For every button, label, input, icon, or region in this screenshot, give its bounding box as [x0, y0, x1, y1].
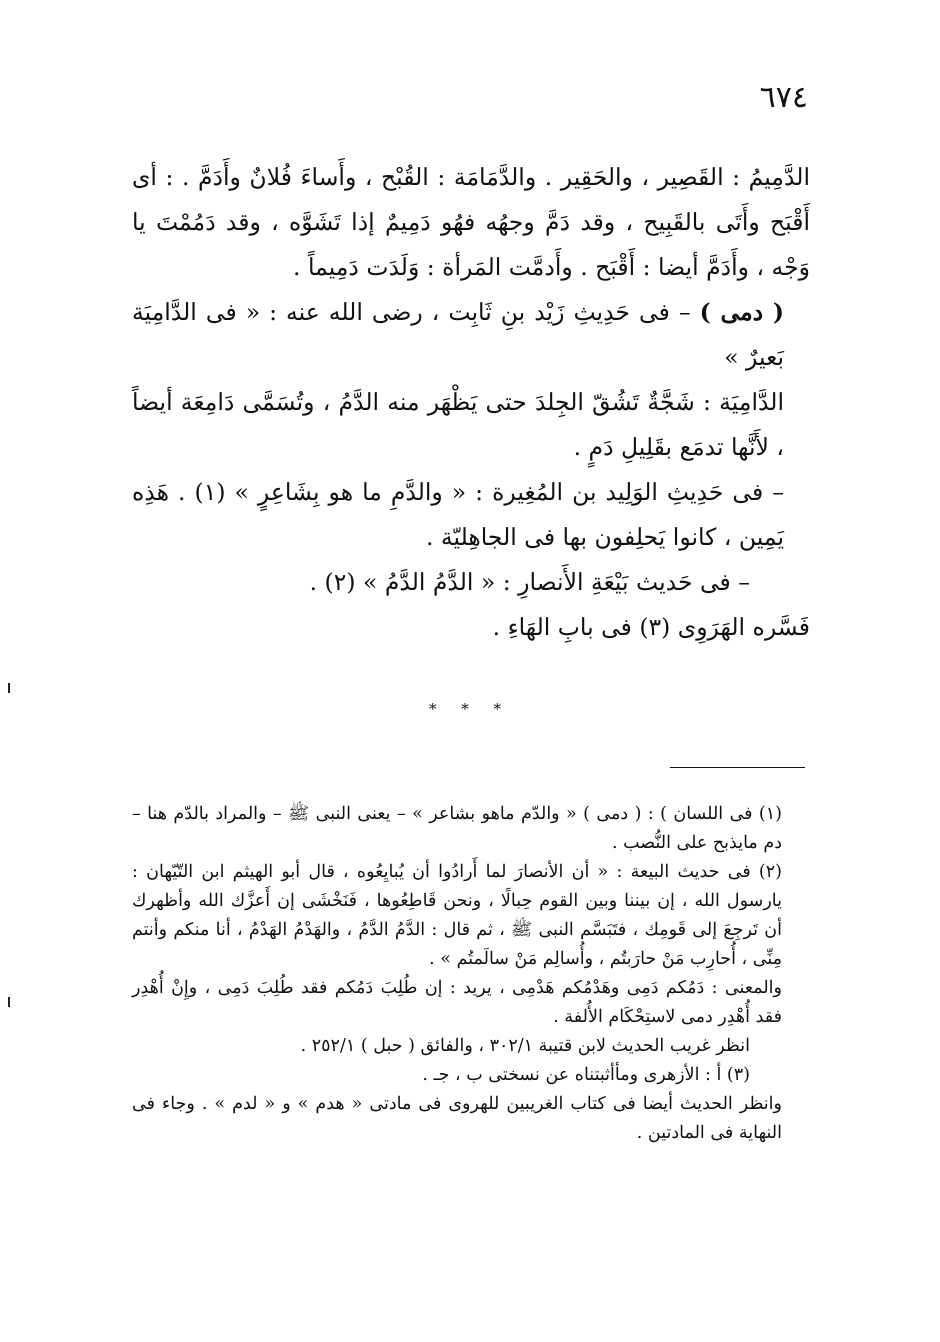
footnote-2-meaning: والمعنى : دَمُكم دَمِى وهَدْمُكم هَدْمِى ، يريد : إن طُلِبَ دَمُكم فقد طُلِبَ دَمِى ، وإِنْ أُهْدِر فقد أُهْدِر دمى لاستِحْكَام الأُلفة .	[132, 978, 782, 1027]
footnotes	[132, 800, 810, 1148]
footnote-rule	[670, 767, 805, 768]
paragraph-ansar-hadith: – فى حَديث بَيْعَةِ الأَنصارِ : « الدَّمُ الدَّمُ » (٢) .	[309, 568, 750, 596]
entry-hadith: – فى حَدِيثِ زَيْد بنِ ثَابِت ، رضى الله عنه : « فى الدَّامِيَة بَعيرٌ »	[132, 298, 784, 371]
entry-headword: ( دمى )	[699, 298, 784, 326]
paragraph-harawi: فَسَّره الهَرَوِى (٣) فى بابِ الهَاءِ .	[492, 613, 810, 641]
paragraph-damiya: الدَّامِيَة : شَجَّةٌ تَشُقّ الجِلدَ حتى يَظْهَر منه الدَّمُ ، وتُسَمَّى دَامِعَة أيضاً ، لأَنَّها تدمَع بقَلِيلِ دَمٍ .	[132, 388, 784, 461]
paragraph-walid-hadith: – فى حَدِيثِ الوَلِيد بن المُغِيرة : « والدَّمِ ما هو بِشَاعِرٍ » (١) . هَذِه يَمِين ، كانوا يَحلِفون بها فى الجاهِليّة .	[132, 478, 784, 551]
paragraph-dammim: الدَّمِيمُ : القَصِير ، والحَقِير . والدَّمَامَة : القُبْح ، وأَساءَ فُلانٌ وأَدَمَّ . : أى أَقْبَح وأَتَى بالقَبِيح ، وقد دَمَّ وجهُه فهُو دَمِيمٌ إذا تَشَوَّه ، وقد دَمُمْتَ يا وَجْه ، وأَدَمَّ أيضا : أَقْبَح . وأَدمَّت المَرأة : وَلَدَت دَمِيماً .	[132, 163, 810, 281]
main-text	[132, 155, 810, 650]
scan-edge-mark	[8, 683, 10, 693]
footnote-4: وانظر الحديث أيضا فى كتاب الغريبين للهروى فى مادتى « هدم » و « لدم » . وجاء فى النهاية فى المادتين .	[132, 1094, 782, 1143]
page-number: ٦٧٤	[759, 80, 808, 115]
footnote-2-reference: انظر غريب الحديث لابن قتيبة ٣٠٢/١ ، والفائق ( حبل ) ٢٥٢/١ .	[300, 1036, 750, 1056]
footnote-2: (٢) فى حديث البيعة : « أن الأنصارَ لما أَرادُوا أن يُبايِعُوه ، قال أبو الهيثم ابن التّيّهان : يارسول الله ، إن بيننا وبين القوم حِبالًا ، ونحن قَاطِعُوها ، فَنَخْشَى إن أَعزَّك الله وأظهرك أن تَرجِعَ إلى قَومِك ، فتَبَسَّم النبى ﷺ ، ثم قال : الدَّمُ الدَّمُ ، والهَدْمُ الهَدْمُ ، أنا منكم وأنتم مِنِّى ، أُحارِب مَنْ حارَبتُم ، وأُسالِم مَنْ سالَمتُم » .	[132, 862, 782, 969]
section-separator: * * *	[428, 700, 512, 718]
paragraph-dama-entry	[132, 290, 810, 380]
footnote-1: (١) فى اللسان ) : ( دمى ) « والدّم ماهو بشاعر » – يعنى النبى ﷺ – والمراد بالدّم هنا – دم مايذبح على النُّصب .	[132, 804, 782, 853]
scan-edge-mark	[8, 997, 10, 1007]
footnote-3: (٣) أ : الأزهرى ومأأثبتناه عن نسختى ب ، جـ .	[422, 1065, 750, 1085]
